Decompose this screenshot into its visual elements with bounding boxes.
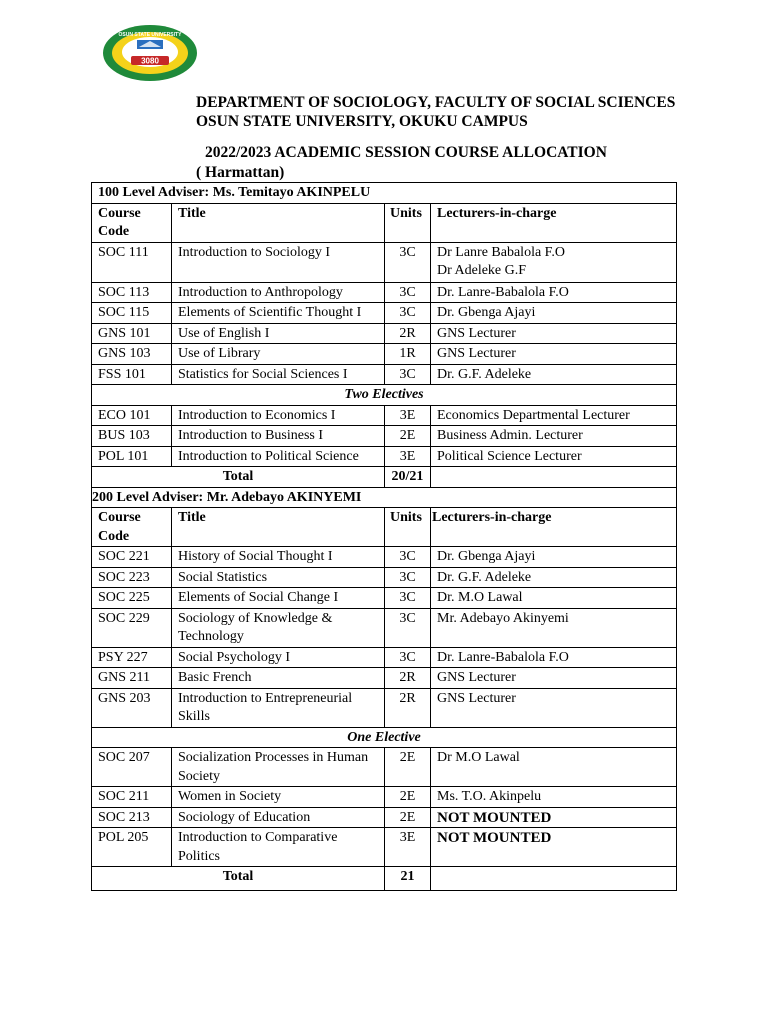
course-title: Introduction to Anthropology — [172, 282, 385, 303]
course-title: Social Statistics — [172, 567, 385, 588]
col-course-code: Course Code — [92, 203, 172, 242]
course-title: Elements of Scientific Thought I — [172, 303, 385, 324]
course-lecturer: Dr. Lanre-Babalola F.O — [431, 647, 677, 668]
course-units: 2E — [385, 426, 431, 447]
col-lecturer: Lecturers-in-charge — [431, 203, 677, 242]
course-units: 3C — [385, 282, 431, 303]
course-code: SOC 213 — [92, 807, 172, 828]
course-title: Introduction to Comparative Politics — [172, 828, 385, 867]
table-row — [92, 647, 677, 668]
table-row — [92, 282, 677, 303]
table-row — [92, 748, 677, 787]
course-title: Introduction to Business I — [172, 426, 385, 447]
course-code: SOC 207 — [92, 748, 172, 787]
course-title: Elements of Social Change I — [172, 588, 385, 609]
course-lecturer: Dr. G.F. Adeleke — [431, 364, 677, 385]
table-header-row — [92, 508, 677, 547]
electives-label: Two Electives — [92, 385, 677, 406]
level-200-adviser: 200 Level Adviser: Mr. Adebayo AKINYEMI — [92, 487, 677, 508]
course-title: Sociology of Knowledge & Technology — [172, 608, 385, 647]
level-100-adviser: 100 Level Adviser: Ms. Temitayo AKINPELU — [92, 183, 677, 204]
total-units: 21 — [385, 867, 431, 891]
table-row — [92, 567, 677, 588]
course-title: Use of Library — [172, 344, 385, 365]
electives-row — [92, 385, 677, 406]
course-code: GNS 211 — [92, 668, 172, 689]
course-code: SOC 115 — [92, 303, 172, 324]
level-200-adviser-row — [92, 487, 677, 508]
course-allocation-table — [91, 182, 677, 891]
table-row — [92, 547, 677, 568]
total-empty — [431, 867, 677, 891]
course-code: SOC 111 — [92, 242, 172, 282]
course-lecturer: Political Science Lecturer — [431, 446, 677, 467]
col-title: Title — [172, 203, 385, 242]
table-row — [92, 608, 677, 647]
table-row — [92, 828, 677, 867]
course-lecturer: GNS Lecturer — [431, 344, 677, 365]
table-row — [92, 688, 677, 727]
university-logo — [101, 23, 199, 83]
course-title: Sociology of Education — [172, 807, 385, 828]
logo-text: OSUN STATE UNIVERSITY — [118, 32, 182, 38]
course-code: SOC 113 — [92, 282, 172, 303]
course-code: SOC 229 — [92, 608, 172, 647]
course-lecturer: Mr. Adebayo Akinyemi — [431, 608, 677, 647]
course-lecturer: Dr. Gbenga Ajayi — [431, 303, 677, 324]
course-units: 3C — [385, 242, 431, 282]
course-units: 2E — [385, 748, 431, 787]
course-units: 3E — [385, 446, 431, 467]
course-code: SOC 225 — [92, 588, 172, 609]
table-row — [92, 668, 677, 689]
semester-heading: ( Harmattan) — [196, 164, 285, 181]
course-units: 3C — [385, 647, 431, 668]
course-title: Introduction to Entrepreneurial Skills — [172, 688, 385, 727]
table-row — [92, 303, 677, 324]
course-units: 2E — [385, 787, 431, 808]
course-lecturer: NOT MOUNTED — [431, 828, 677, 867]
course-title: Women in Society — [172, 787, 385, 808]
lecturer-line: Dr Lanre Babalola F.O — [437, 244, 565, 260]
course-units: 2E — [385, 807, 431, 828]
total-units: 20/21 — [385, 467, 431, 488]
table-header-row — [92, 203, 677, 242]
table-row — [92, 344, 677, 365]
course-title: Basic French — [172, 668, 385, 689]
course-lecturer: Dr M.O Lawal — [431, 748, 677, 787]
total-label: Total — [92, 867, 385, 891]
electives-label: One Elective — [92, 727, 677, 748]
course-units: 3C — [385, 364, 431, 385]
table-row — [92, 588, 677, 609]
course-title: Social Psychology I — [172, 647, 385, 668]
course-units: 3C — [385, 608, 431, 647]
course-code: FSS 101 — [92, 364, 172, 385]
course-lecturer: Business Admin. Lecturer — [431, 426, 677, 447]
course-lecturer: Dr. G.F. Adeleke — [431, 567, 677, 588]
course-lecturer: Economics Departmental Lecturer — [431, 405, 677, 426]
course-lecturer: Ms. T.O. Akinpelu — [431, 787, 677, 808]
table-row — [92, 364, 677, 385]
col-lecturer: Lecturers-in-charge — [431, 508, 677, 547]
table-row — [92, 787, 677, 808]
course-code: GNS 203 — [92, 688, 172, 727]
session-heading: 2022/2023 ACADEMIC SESSION COURSE ALLOCATION — [205, 144, 607, 161]
course-units: 2R — [385, 323, 431, 344]
course-code: POL 205 — [92, 828, 172, 867]
table-row — [92, 426, 677, 447]
course-lecturer — [431, 242, 677, 282]
lecturer-line: Dr Adeleke G.F — [437, 263, 527, 278]
course-title: Introduction to Political Science — [172, 446, 385, 467]
course-units: 3C — [385, 567, 431, 588]
col-units: Units — [385, 508, 431, 547]
course-title: Use of English I — [172, 323, 385, 344]
course-code: GNS 101 — [92, 323, 172, 344]
university-heading: OSUN STATE UNIVERSITY, OKUKU CAMPUS — [196, 113, 528, 130]
course-title: History of Social Thought I — [172, 547, 385, 568]
course-code: SOC 211 — [92, 787, 172, 808]
course-units: 3C — [385, 588, 431, 609]
col-course-code: Course Code — [92, 508, 172, 547]
course-lecturer: NOT MOUNTED — [431, 807, 677, 828]
course-lecturer: Dr. Lanre-Babalola F.O — [431, 282, 677, 303]
total-empty — [431, 467, 677, 488]
electives-row — [92, 727, 677, 748]
course-code: POL 101 — [92, 446, 172, 467]
col-title: Title — [172, 508, 385, 547]
course-code: BUS 103 — [92, 426, 172, 447]
course-units: 3C — [385, 547, 431, 568]
course-title: Introduction to Economics I — [172, 405, 385, 426]
course-title: Introduction to Sociology I — [172, 242, 385, 282]
course-units: 3E — [385, 828, 431, 867]
course-lecturer: Dr. Gbenga Ajayi — [431, 547, 677, 568]
course-code: SOC 223 — [92, 567, 172, 588]
total-label: Total — [92, 467, 385, 488]
course-code: GNS 103 — [92, 344, 172, 365]
table-row — [92, 323, 677, 344]
course-units: 3C — [385, 303, 431, 324]
course-lecturer: Dr. M.O Lawal — [431, 588, 677, 609]
course-units: 2R — [385, 668, 431, 689]
table-row — [92, 446, 677, 467]
course-lecturer: GNS Lecturer — [431, 668, 677, 689]
course-code: SOC 221 — [92, 547, 172, 568]
course-units: 3E — [385, 405, 431, 426]
col-units: Units — [385, 203, 431, 242]
table-row — [92, 405, 677, 426]
course-title: Statistics for Social Sciences I — [172, 364, 385, 385]
table-row — [92, 242, 677, 282]
total-row — [92, 467, 677, 488]
department-heading: DEPARTMENT OF SOCIOLOGY, FACULTY OF SOCIAL SCIENCES — [196, 94, 676, 111]
total-row — [92, 867, 677, 891]
course-code: PSY 227 — [92, 647, 172, 668]
logo-number: 3080 — [141, 56, 159, 66]
course-units: 1R — [385, 344, 431, 365]
course-title: Socialization Processes in Human Society — [172, 748, 385, 787]
level-100-adviser-row — [92, 183, 677, 204]
course-code: ECO 101 — [92, 405, 172, 426]
table-row — [92, 807, 677, 828]
course-units: 2R — [385, 688, 431, 727]
course-lecturer: GNS Lecturer — [431, 688, 677, 727]
course-lecturer: GNS Lecturer — [431, 323, 677, 344]
